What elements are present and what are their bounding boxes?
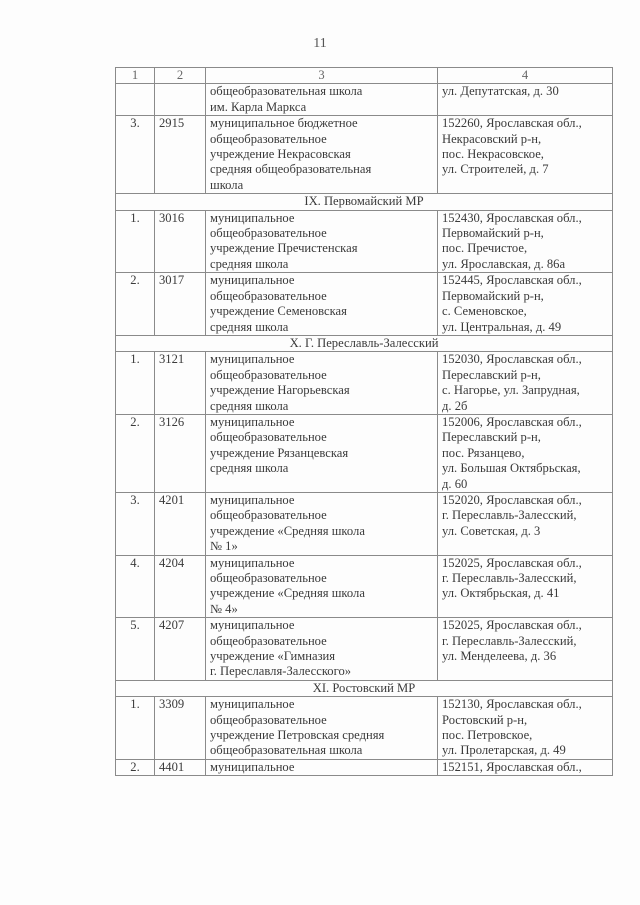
table-row [116,618,613,681]
row-number: 4. [116,555,155,618]
section-header-row [116,194,613,210]
row-number: 3. [116,492,155,555]
school-code: 3126 [155,414,206,492]
school-address: 152030, Ярославская обл., Переславский р-н, с. Нагорье, ул. Запрудная, д. 2б [438,352,613,415]
school-name: муниципальное общеобразовательное учреждение «Средняя школа № 4» [206,555,438,618]
row-number: 2. [116,759,155,775]
school-code: 4201 [155,492,206,555]
row-number: 5. [116,618,155,681]
school-name: общеобразовательная школа им. Карла Маркса [206,84,438,116]
header-col-2: 2 [155,68,206,84]
school-code: 4207 [155,618,206,681]
table-row [116,273,613,336]
school-address: 152025, Ярославская обл., г. Переславль-Залесский, ул. Октябрьская, д. 41 [438,555,613,618]
school-address: 152025, Ярославская обл., г. Переславль-Залесский, ул. Менделеева, д. 36 [438,618,613,681]
header-col-1: 1 [116,68,155,84]
row-number: 1. [116,352,155,415]
school-name: муниципальное [206,759,438,775]
school-code: 3309 [155,697,206,760]
school-code: 3017 [155,273,206,336]
section-header-row [116,680,613,696]
table-row [116,352,613,415]
header-col-4: 4 [438,68,613,84]
school-name: муниципальное общеобразовательное учреждение «Средняя школа № 1» [206,492,438,555]
row-number: 3. [116,116,155,194]
section-title: XI. Ростовский МР [116,680,613,696]
school-code: 4401 [155,759,206,775]
school-name: муниципальное общеобразовательное учреждение Семеновская средняя школа [206,273,438,336]
school-name: муниципальное общеобразовательное учреждение Рязанцевская средняя школа [206,414,438,492]
table-row [116,116,613,194]
row-number: 2. [116,414,155,492]
school-address: 152006, Ярославская обл., Переславский р-н, пос. Рязанцево, ул. Большая Октябрьская, д. 60 [438,414,613,492]
table-row [116,84,613,116]
school-code: 3016 [155,210,206,273]
school-address: 152445, Ярославская обл., Первомайский р-н, с. Семеновское, ул. Центральная, д. 49 [438,273,613,336]
section-header-row [116,335,613,351]
school-address: 152151, Ярославская обл., [438,759,613,775]
schools-table [115,67,613,776]
school-address: 152130, Ярославская обл., Ростовский р-н, пос. Петровское, ул. Пролетарская, д. 49 [438,697,613,760]
school-address: 152260, Ярославская обл., Некрасовский р-н, пос. Некрасовское, ул. Строителей, д. 7 [438,116,613,194]
school-name: муниципальное общеобразовательное учреждение Пречистенская средняя школа [206,210,438,273]
table-row [116,414,613,492]
row-number: 2. [116,273,155,336]
page-number: 11 [313,36,327,51]
row-number [116,84,155,116]
table-row [116,492,613,555]
school-code: 4204 [155,555,206,618]
table-row [116,555,613,618]
header-col-3: 3 [206,68,438,84]
school-name: муниципальное общеобразовательное учреждение Петровская средняя общеобразовательная школа [206,697,438,760]
table-row [116,210,613,273]
school-address: 152430, Ярославская обл., Первомайский р-н, пос. Пречистое, ул. Ярославская, д. 86а [438,210,613,273]
table-header-row [116,68,613,84]
table-row [116,697,613,760]
row-number: 1. [116,210,155,273]
school-name: муниципальное бюджетное общеобразовательное учреждение Некрасовская средняя общеобразовательная школа [206,116,438,194]
table-row [116,759,613,775]
school-address: ул. Депутатская, д. 30 [438,84,613,116]
school-code: 3121 [155,352,206,415]
section-title: X. Г. Переславль-Залесский [116,335,613,351]
school-name: муниципальное общеобразовательное учреждение «Гимназия г. Переславля-Залесского» [206,618,438,681]
school-address: 152020, Ярославская обл., г. Переславль-Залесский, ул. Советская, д. 3 [438,492,613,555]
row-number: 1. [116,697,155,760]
section-title: IX. Первомайский МР [116,194,613,210]
school-name: муниципальное общеобразовательное учреждение Нагорьевская средняя школа [206,352,438,415]
school-code [155,84,206,116]
school-code: 2915 [155,116,206,194]
